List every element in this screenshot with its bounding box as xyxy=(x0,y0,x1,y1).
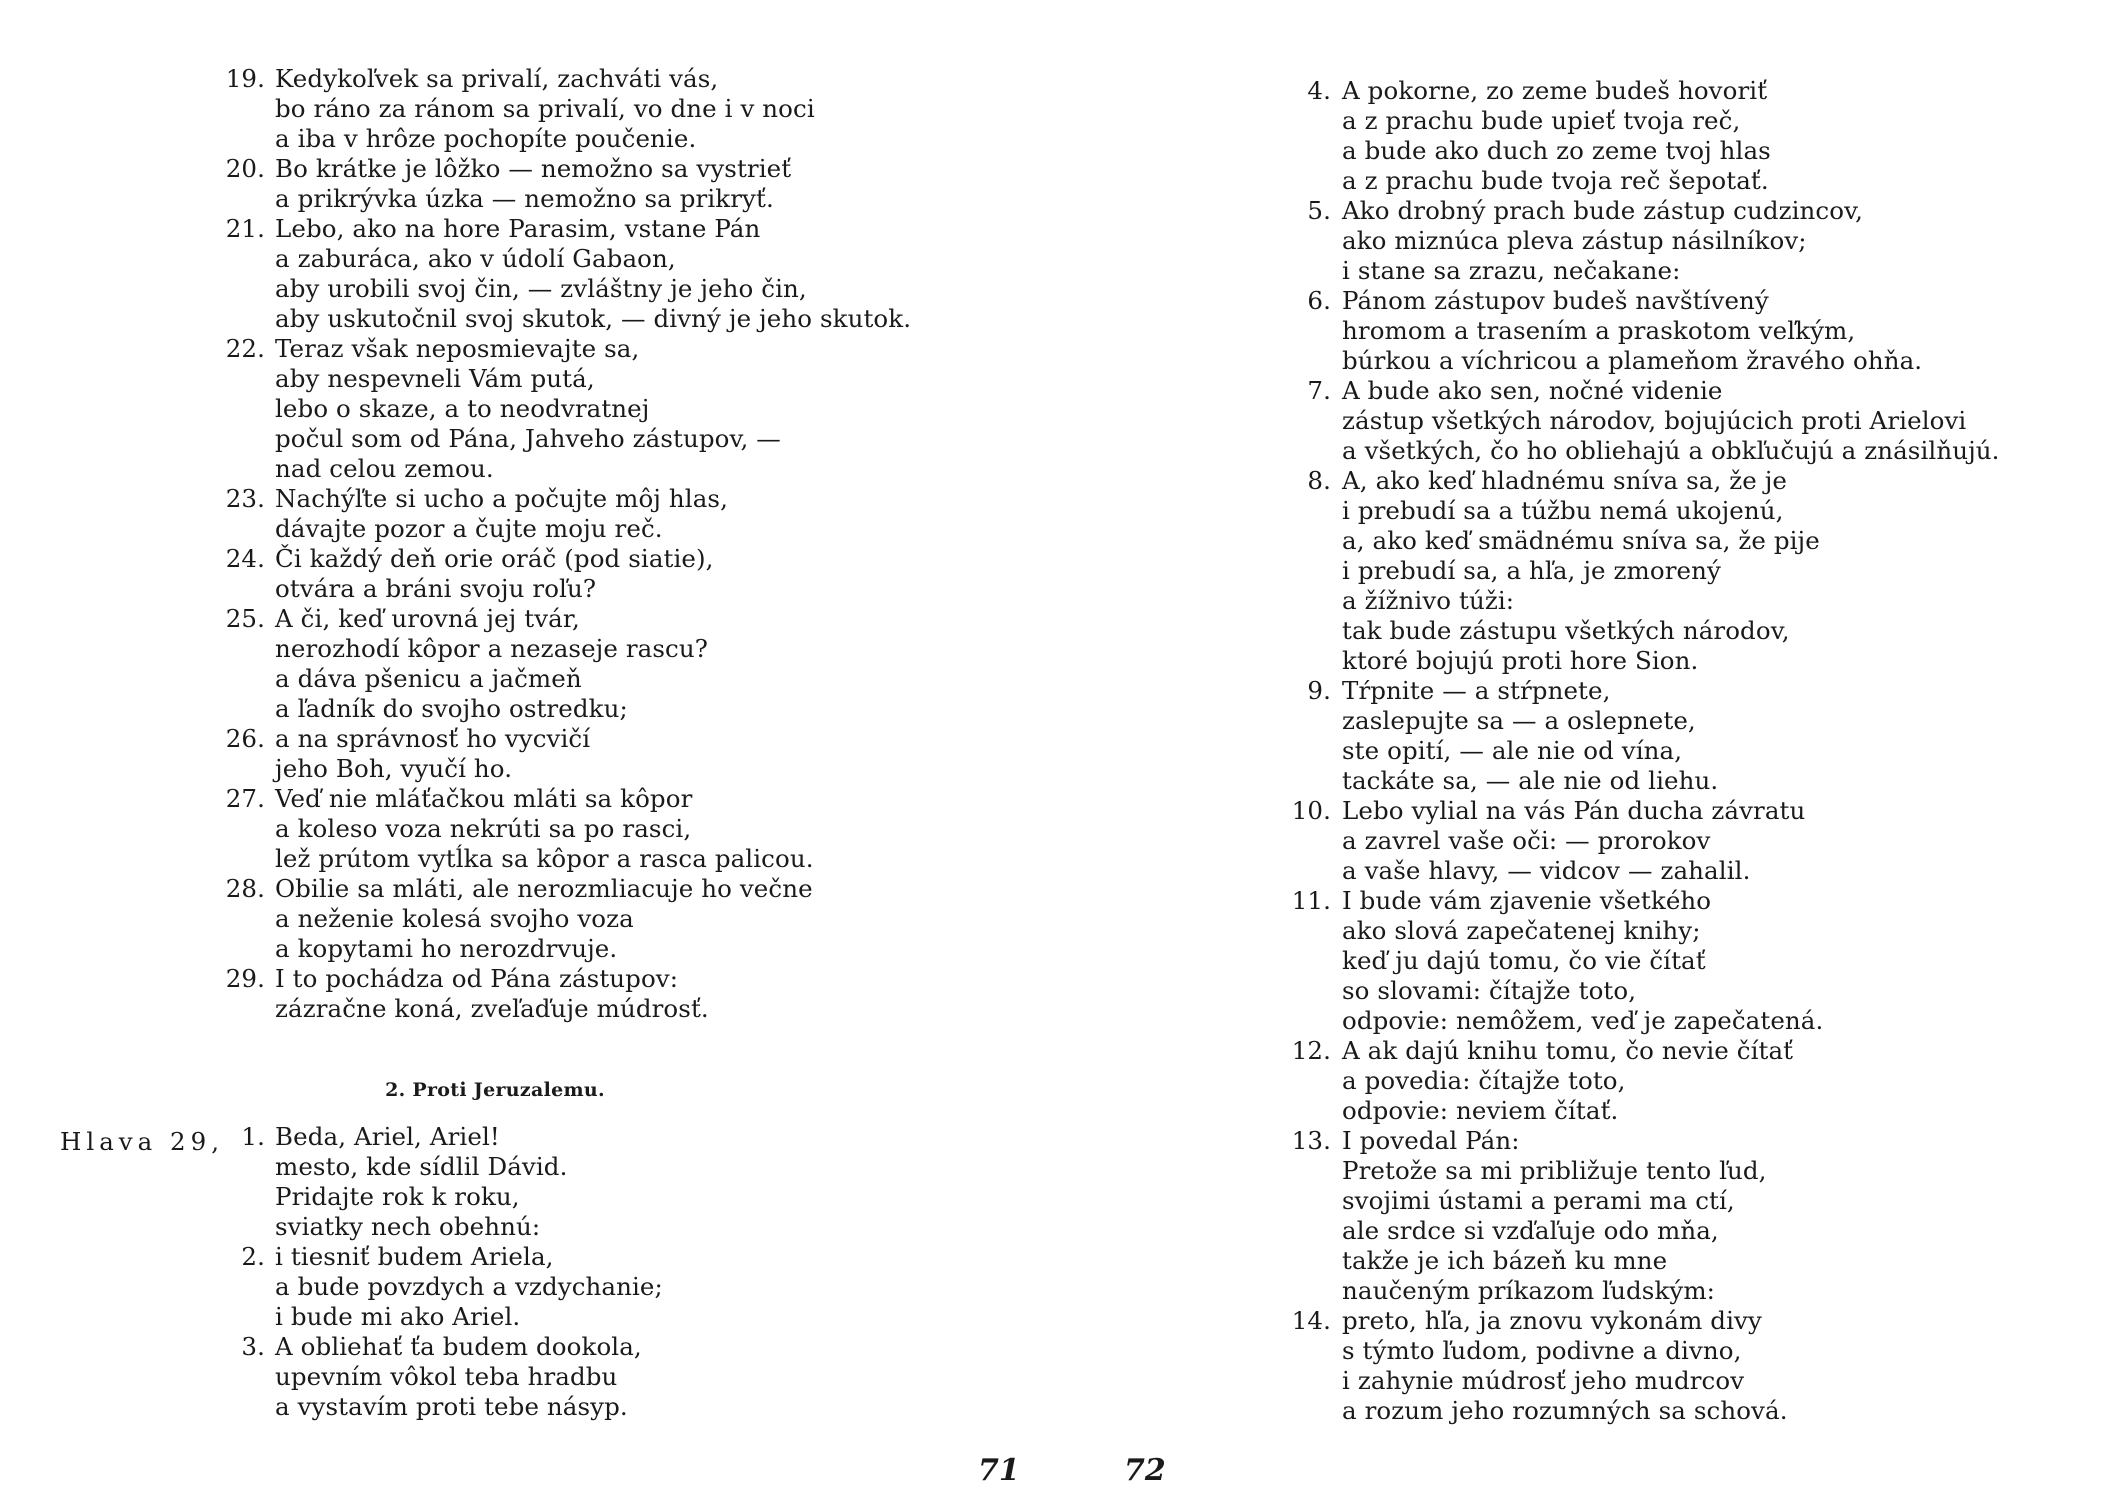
verse-text: tak bude zástupu všetkých národov, xyxy=(1342,616,1790,645)
verse-line xyxy=(0,1006,2000,1036)
verse-number: 8. xyxy=(1307,466,1331,495)
verse-number: 27. xyxy=(225,784,265,813)
verse-text: a koleso voza nekrúti sa po rasci, xyxy=(275,814,692,843)
verse-line xyxy=(0,226,2000,256)
verse-line xyxy=(0,1156,2000,1186)
verse-number: 13. xyxy=(1291,1126,1331,1155)
verse-text: hromom a trasením a praskotom veľkým, xyxy=(1342,316,1856,345)
verse-line xyxy=(0,316,2000,346)
verse-text: a žížnivo túži: xyxy=(1342,586,1515,615)
verse-number: 24. xyxy=(225,544,265,573)
verse-text: počul som od Pána, Jahveho zástupov, — xyxy=(275,424,781,453)
section-title: 2. Proti Jeruzalemu. xyxy=(385,1079,605,1101)
verse-text: a z prachu bude tvoja reč šepotať. xyxy=(1342,166,1769,195)
verse-line xyxy=(0,646,2000,676)
verse-number: 11. xyxy=(1291,886,1331,915)
verse-number: 5. xyxy=(1307,196,1331,225)
verse-number: 9. xyxy=(1307,676,1331,705)
verse-text: odpovie: nemôžem, veď je zapečatená. xyxy=(1342,1006,1824,1035)
verse-line xyxy=(0,976,2000,1006)
verse-text: A či, keď urovná jej tvár, xyxy=(275,604,580,633)
verse-text: a všetkých, čo ho obliehajú a obkľučujú a znásilňujú. xyxy=(1342,436,2000,465)
verse-text: A obliehať ťa budem dookola, xyxy=(275,1332,642,1361)
verse-line xyxy=(0,466,2000,496)
page-number-left: 71 xyxy=(978,1453,1020,1488)
verse-text: nerozhodí kôpor a nezaseje rascu? xyxy=(275,634,708,663)
verse-line xyxy=(0,76,2000,106)
verse-line xyxy=(0,166,2000,196)
verse-text: nad celou zemou. xyxy=(275,454,494,483)
verse-text: Či každý deň orie oráč (pod siatie), xyxy=(275,544,714,573)
verse-number: 1. xyxy=(241,1122,265,1151)
verse-text: jeho Boh, vyučí ho. xyxy=(275,754,513,783)
verse-line xyxy=(0,1306,2000,1336)
verse-text: keď ju dajú tomu, čo vie čítať xyxy=(1342,946,1706,975)
verse-line xyxy=(0,706,2000,736)
verse-line xyxy=(0,676,2000,706)
verse-text: upevním vôkol teba hradbu xyxy=(275,1362,618,1391)
verse-line xyxy=(0,496,2000,526)
verse-text: so slovami: čítajže toto, xyxy=(1342,976,1637,1005)
verse-line xyxy=(0,1096,2000,1126)
verse-text: s týmto ľudom, podivne a divno, xyxy=(1342,1336,1742,1365)
verse-text: bo ráno za ránom sa privalí, vo dne i v noci xyxy=(275,94,815,123)
verse-text: Nachýľte si ucho a počujte môj hlas, xyxy=(275,484,728,513)
verse-line xyxy=(0,616,2000,646)
verse-text: ako slová zapečatenej knihy; xyxy=(1342,916,1701,945)
verse-text: dávajte pozor a čujte moju reč. xyxy=(275,514,663,543)
verse-text: Pridajte rok k roku, xyxy=(275,1182,520,1211)
verse-line xyxy=(0,856,2000,886)
verse-number: 2. xyxy=(241,1242,265,1271)
verse-text: Pretože sa mi približuje tento ľud, xyxy=(1342,1156,1767,1185)
verse-text: a na správnosť ho vycvičí xyxy=(275,724,591,753)
verse-line xyxy=(0,946,2000,976)
verse-text: a bude povzdych a vzdychanie; xyxy=(275,1272,663,1301)
verse-text: sviatky nech obehnú: xyxy=(275,1212,541,1241)
verse-line xyxy=(0,196,2000,226)
verse-text: naučeným príkazom ľudským: xyxy=(1342,1276,1716,1305)
verse-text: Bo krátke je lôžko — nemožno sa vystrieť xyxy=(275,154,792,183)
verse-text: a kopytami ho nerozdrvuje. xyxy=(275,934,618,963)
verse-number: 10. xyxy=(1291,796,1331,825)
verse-text: a vaše hlavy, — vidcov — zahalil. xyxy=(1342,856,1751,885)
verse-text: a iba v hrôze pochopíte poučenie. xyxy=(275,124,697,153)
verse-number: 29. xyxy=(225,964,265,993)
verse-line xyxy=(0,136,2000,166)
verse-number: 25. xyxy=(225,604,265,633)
verse-line xyxy=(0,106,2000,136)
verse-text: preto, hľa, ja znovu vykonám divy xyxy=(1342,1306,1762,1335)
verse-number: 21. xyxy=(225,214,265,243)
verse-text: Lebo vylial na vás Pán ducha závratu xyxy=(1342,796,1806,825)
verse-line xyxy=(0,1366,2000,1396)
verse-text: A bude ako sen, nočné videnie xyxy=(1342,376,1723,405)
verse-text: i prebudí sa a túžbu nemá ukojenú, xyxy=(1342,496,1784,525)
verse-line xyxy=(0,1246,2000,1276)
verse-line xyxy=(0,1066,2000,1096)
verse-line xyxy=(0,406,2000,436)
verse-number: 26. xyxy=(225,724,265,753)
verse-text: a neženie kolesá svojho voza xyxy=(275,904,634,933)
verse-line xyxy=(0,436,2000,466)
verse-text: a ľadník do svojho ostredku; xyxy=(275,694,628,723)
verse-text: a bude ako duch zo zeme tvoj hlas xyxy=(1342,136,1771,165)
verse-text: i tiesniť budem Ariela, xyxy=(275,1242,554,1271)
page-number-right: 72 xyxy=(1124,1453,1166,1488)
verse-text: zaslepujte sa — a oslepnete, xyxy=(1342,706,1696,735)
verse-line xyxy=(0,1276,2000,1306)
right-verses xyxy=(0,76,2000,1426)
verse-text: Ako drobný prach bude zástup cudzincov, xyxy=(1342,196,1864,225)
verse-text: a rozum jeho rozumných sa schová. xyxy=(1342,1396,1788,1425)
verse-text: a z prachu bude upieť tvoja reč, xyxy=(1342,106,1741,135)
verse-text: aby uskutočnil svoj skutok, — divný je jeho skutok. xyxy=(275,304,912,333)
verse-text: odpovie: neviem čítať. xyxy=(1342,1096,1619,1125)
verse-number: 7. xyxy=(1307,376,1331,405)
verse-line xyxy=(0,286,2000,316)
verse-line xyxy=(0,826,2000,856)
verse-text: búrkou a víchricou a plameňom žravého ohňa. xyxy=(1342,346,1923,375)
verse-line xyxy=(0,1126,2000,1156)
verse-line xyxy=(0,556,2000,586)
verse-text: A pokorne, zo zeme budeš hovoriť xyxy=(1342,76,1768,105)
verse-text: Obilie sa mláti, ale nerozmliacuje ho večne xyxy=(275,874,813,903)
verse-text: aby urobili svoj čin, — zvláštny je jeho čin, xyxy=(275,274,807,303)
verse-text: A ak dajú knihu tomu, čo nevie čítať xyxy=(1342,1036,1794,1065)
verse-line xyxy=(0,796,2000,826)
verse-text: a, ako keď smädnému sníva sa, že pije xyxy=(1342,526,1820,555)
verse-text: I povedal Pán: xyxy=(1342,1126,1520,1155)
verse-line xyxy=(0,346,2000,376)
verse-number: 19. xyxy=(225,64,265,93)
verse-line xyxy=(0,1216,2000,1246)
verse-text: zázračne koná, zveľaďuje múdrosť. xyxy=(275,994,709,1023)
verse-number: 20. xyxy=(225,154,265,183)
verse-line xyxy=(0,736,2000,766)
verse-number: 22. xyxy=(225,334,265,363)
verse-text: aby nespevneli Vám putá, xyxy=(275,364,595,393)
verse-line xyxy=(0,1396,2000,1426)
verse-text: otvára a bráni svoju roľu? xyxy=(275,574,597,603)
verse-text: i prebudí sa, a hľa, je zmorený xyxy=(1342,556,1721,585)
verse-text: Kedykoľvek sa privalí, zachváti vás, xyxy=(275,64,719,93)
verse-text: ktoré bojujú proti hore Sion. xyxy=(1342,646,1699,675)
verse-text: ako miznúca pleva zástup násilníkov; xyxy=(1342,226,1807,255)
verse-number: 4. xyxy=(1307,76,1331,105)
verse-text: i bude mi ako Ariel. xyxy=(275,1302,521,1331)
verse-text: Pánom zástupov budeš navštívený xyxy=(1342,286,1769,315)
verse-line xyxy=(0,526,2000,556)
verse-text: lež prútom vytĺka sa kôpor a rasca palicou. xyxy=(275,844,814,873)
verse-line xyxy=(0,886,2000,916)
verse-text: ste opití, — ale nie od vína, xyxy=(1342,736,1683,765)
verse-text: a zavrel vaše oči: — prorokov xyxy=(1342,826,1711,855)
verse-text: lebo o skaze, a to neodvratnej xyxy=(275,394,650,423)
verse-text: Lebo, ako na hore Parasim, vstane Pán xyxy=(275,214,761,243)
verse-number: 14. xyxy=(1291,1306,1331,1335)
verse-text: a zaburáca, ako v údolí Gabaon, xyxy=(275,244,676,273)
verse-text: Teraz však neposmievajte sa, xyxy=(275,334,640,363)
verse-text: Tŕpnite — a stŕpnete, xyxy=(1342,676,1611,705)
verse-text: ale srdce si vzďaľuje odo mňa, xyxy=(1342,1216,1719,1245)
verse-line xyxy=(0,766,2000,796)
verse-text: i zahynie múdrosť jeho mudrcov xyxy=(1342,1366,1745,1395)
verse-text: Veď nie mláťačkou mláti sa kôpor xyxy=(275,784,693,813)
verse-number: 3. xyxy=(241,1332,265,1361)
verse-line xyxy=(0,256,2000,286)
verse-text: takže je ich bázeň ku mne xyxy=(1342,1246,1668,1275)
verse-text: a dáva pšenicu a jačmeň xyxy=(275,664,582,693)
verse-text: tackáte sa, — ale nie od liehu. xyxy=(1342,766,1719,795)
verse-number: 6. xyxy=(1307,286,1331,315)
verse-text: i stane sa zrazu, nečakane: xyxy=(1342,256,1681,285)
verse-line xyxy=(0,1186,2000,1216)
verse-text: zástup všetkých národov, bojujúcich proti Arielovi xyxy=(1342,406,1967,435)
chapter-label: Hlava 29, xyxy=(60,1127,225,1156)
verse-line xyxy=(0,376,2000,406)
verse-line xyxy=(0,1336,2000,1366)
verse-text: A, ako keď hladnému sníva sa, že je xyxy=(1342,466,1788,495)
verse-number: 23. xyxy=(225,484,265,513)
verse-text: a prikrývka úzka — nemožno sa prikryť. xyxy=(275,184,774,213)
verse-text: mesto, kde sídlil Dávid. xyxy=(275,1152,568,1181)
verse-text: I to pochádza od Pána zástupov: xyxy=(275,964,679,993)
verse-text: I bude vám zjavenie všetkého xyxy=(1342,886,1712,915)
verse-text: a vystavím proti tebe násyp. xyxy=(275,1392,628,1421)
verse-text: svojimi ústami a perami ma ctí, xyxy=(1342,1186,1735,1215)
verse-text: a povedia: čítajže toto, xyxy=(1342,1066,1626,1095)
verse-line xyxy=(0,916,2000,946)
verse-text: Beda, Ariel, Ariel! xyxy=(275,1122,500,1151)
verse-line xyxy=(0,586,2000,616)
verse-number: 12. xyxy=(1291,1036,1331,1065)
right-page xyxy=(1062,0,2124,1500)
verse-number: 28. xyxy=(225,874,265,903)
verse-line xyxy=(0,1036,2000,1066)
